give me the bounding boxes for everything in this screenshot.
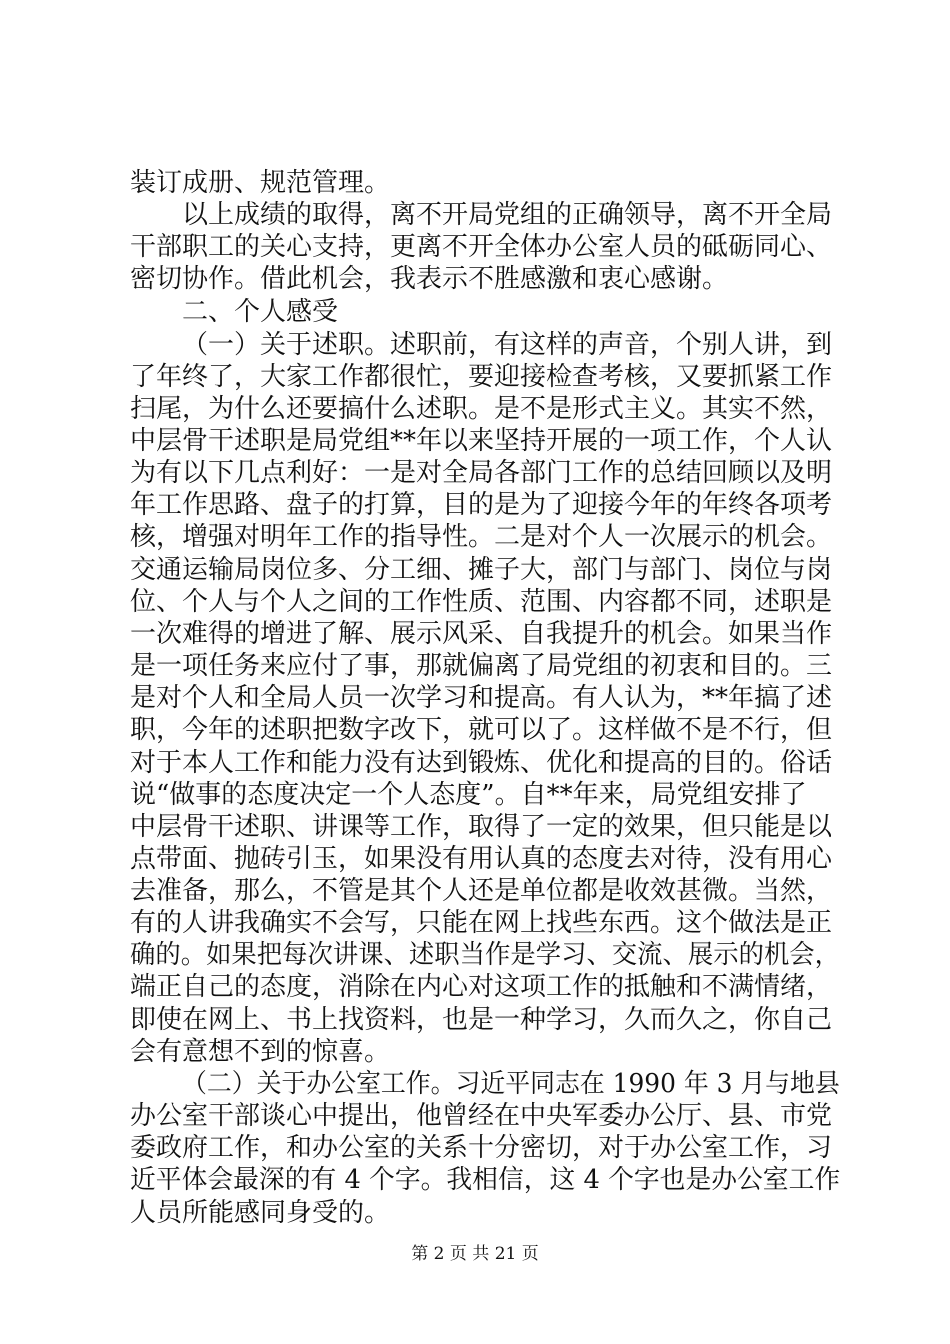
text-line-32: 近平体会最深的有 4 个字。我相信，这 4 个字也是办公室工作 (130, 1165, 841, 1195)
text-line-16: 是一项任务来应付了事，那就偏离了局党组的初衷和目的。三 (130, 651, 833, 681)
text-line-14: 位、个人与个人之间的工作性质、范围、内容都不同，述职是 (130, 587, 833, 617)
text-line-11: 年工作思路、盘子的打算，目的是为了迎接今年的年终各项考 (130, 490, 833, 520)
text-line-20: 说“做事的态度决定一个人态度”。自**年来，局党组安排了 (130, 780, 807, 810)
text-line-33: 人员所能感同身受的。 (130, 1198, 391, 1228)
text-line-13: 交通运输局岗位多、分工细、摊子大，部门与部门、岗位与岗 (130, 555, 833, 585)
text-line-12: 核，增强对明年工作的指导性。二是对个人一次展示的机会。 (130, 522, 833, 552)
text-line-3: 干部职工的关心支持，更离不开全体办公室人员的砥砺同心、 (130, 232, 833, 262)
text-line-31: 委政府工作，和办公室的关系十分密切，对于办公室工作，习 (130, 1133, 833, 1163)
text-line-4: 密切协作。借此机会，我表示不胜感激和衷心感谢。 (130, 264, 729, 294)
text-line-6: （一）关于述职。述职前，有这样的声音，个别人讲，到 (182, 330, 833, 360)
text-line-23: 去准备，那么，不管是其个人还是单位都是收效甚微。当然， (130, 876, 833, 906)
text-line-22: 点带面、抛砖引玉，如果没有用认真的态度去对待，没有用心 (130, 844, 833, 874)
text-line-9: 中层骨干述职是局党组**年以来坚持开展的一项工作，个人认 (130, 426, 833, 456)
text-line-1: 装订成册、规范管理。 (130, 168, 391, 198)
text-line-30: 办公室干部谈心中提出，他曾经在中央军委办公厅、县、市党 (130, 1101, 833, 1131)
text-line-10: 为有以下几点利好：一是对全局各部门工作的总结回顾以及明 (130, 458, 833, 488)
text-line-7: 了年终了，大家工作都很忙，要迎接检查考核，又要抓紧工作 (130, 362, 833, 392)
text-line-28: 会有意想不到的惊喜。 (130, 1037, 391, 1067)
text-line-26: 端正自己的态度，消除在内心对这项工作的抵触和不满情绪， (130, 972, 833, 1002)
text-line-15: 一次难得的增进了解、展示风采、自我提升的机会。如果当作 (130, 619, 833, 649)
text-line-24: 有的人讲我确实不会写，只能在网上找些东西。这个做法是正 (130, 908, 833, 938)
page-number-footer: 第 2 页 共 21 页 (411, 1244, 539, 1264)
text-line-19: 对于本人工作和能力没有达到锻炼、优化和提高的目的。俗话 (130, 748, 833, 778)
text-line-18: 职，今年的述职把数字改下，就可以了。这样做不是不行，但 (130, 715, 833, 745)
text-line-21: 中层骨干述职、讲课等工作，取得了一定的效果，但只能是以 (130, 812, 833, 842)
text-line-25: 确的。如果把每次讲课、述职当作是学习、交流、展示的机会， (130, 940, 841, 970)
text-line-17: 是对个人和全局人员一次学习和提高。有人认为，**年搞了述 (130, 683, 833, 713)
text-line-2: 以上成绩的取得，离不开局党组的正确领导，离不开全局 (182, 200, 833, 230)
section-heading: 二、个人感受 (182, 297, 339, 327)
text-line-29: （二）关于办公室工作。习近平同志在 1990 年 3 月与地县 (182, 1069, 840, 1099)
text-line-27: 即使在网上、书上找资料，也是一种学习，久而久之，你自己 (130, 1005, 833, 1035)
text-line-8: 扫尾，为什么还要搞什么述职。是不是形式主义。其实不然， (130, 394, 833, 424)
